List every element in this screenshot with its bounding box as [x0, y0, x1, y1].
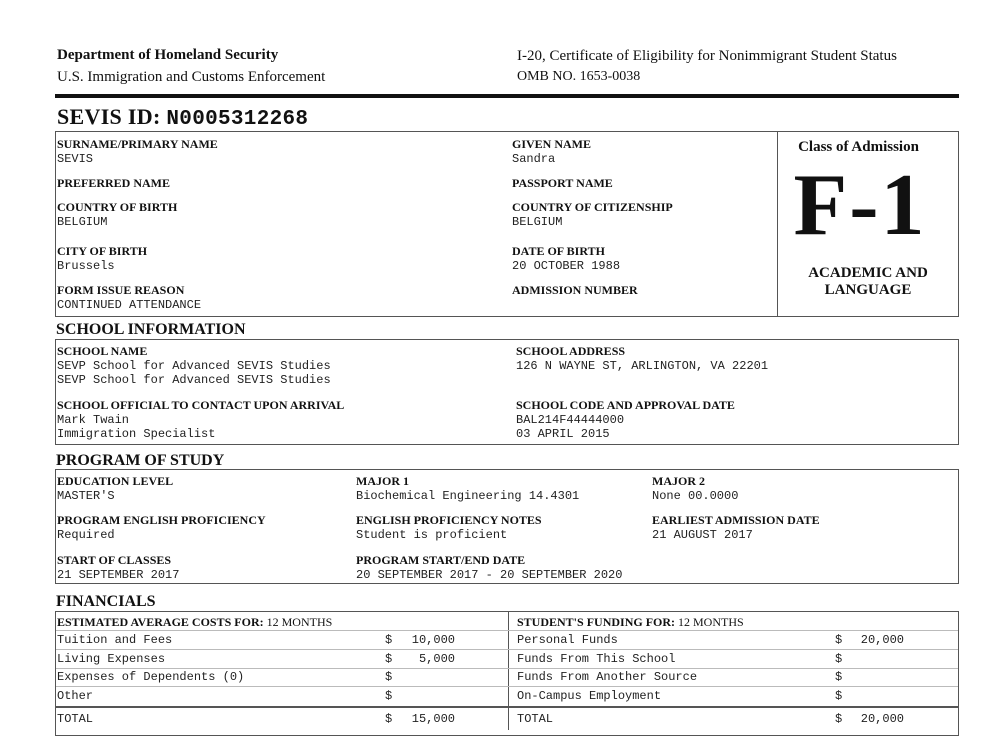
form-title: I-20, Certificate of Eligibility for Nonimmigrant Student Status: [517, 48, 897, 64]
funding-currency: $: [835, 670, 843, 684]
given-name-label: GIVEN NAME: [512, 137, 592, 151]
program-dates-label: PROGRAM START/END DATE: [356, 553, 526, 567]
sub-agency-name: U.S. Immigration and Customs Enforcement: [57, 69, 326, 85]
funding-heading-label: STUDENT'S FUNDING FOR:: [517, 615, 676, 629]
cost-label: Expenses of Dependents (0): [57, 670, 245, 684]
row-rule: [56, 686, 958, 687]
cost-amount: 5,000: [418, 652, 455, 666]
form-issue-reason-value: CONTINUED ATTENDANCE: [57, 298, 202, 312]
country-of-citizenship-label: COUNTRY OF CITIZENSHIP: [512, 200, 673, 214]
costs-heading-label: ESTIMATED AVERAGE COSTS FOR:: [57, 615, 264, 629]
cost-amount: 10,000: [411, 633, 455, 647]
row-rule: [56, 649, 958, 650]
surname-value: SEVIS: [57, 152, 94, 166]
school-approval-date: 03 APRIL 2015: [516, 427, 610, 441]
country-of-citizenship-value: BELGIUM: [512, 215, 563, 229]
school-information-heading: SCHOOL INFORMATION: [56, 321, 246, 338]
funding-currency: $: [835, 689, 843, 703]
cost-currency: $: [385, 689, 393, 703]
country-of-birth-value: BELGIUM: [57, 215, 108, 229]
funding-currency: $: [835, 633, 843, 647]
passport-name-label: PASSPORT NAME: [512, 176, 613, 190]
cost-currency: $: [385, 633, 393, 647]
row-rule: [56, 668, 958, 669]
date-of-birth-label: DATE OF BIRTH: [512, 244, 605, 258]
funding-amount: 20,000: [860, 633, 904, 647]
school-official-name: Mark Twain: [57, 413, 130, 427]
financials-heading: FINANCIALS: [56, 593, 156, 610]
class-of-admission-title: Class of Admission: [798, 139, 919, 155]
funding-label: Funds From This School: [517, 652, 676, 666]
school-code-label: SCHOOL CODE AND APPROVAL DATE: [516, 398, 735, 412]
english-proficiency-label: PROGRAM ENGLISH PROFICIENCY: [57, 513, 266, 527]
sevis-id-label: SEVIS ID:: [57, 104, 161, 129]
cost-label: Tuition and Fees: [57, 633, 173, 647]
english-notes-value: Student is proficient: [356, 528, 508, 542]
education-level-value: MASTER'S: [57, 489, 115, 503]
class-of-admission-line2: LANGUAGE: [824, 282, 912, 298]
earliest-admission-label: EARLIEST ADMISSION DATE: [652, 513, 820, 527]
date-of-birth-value: 20 OCTOBER 1988: [512, 259, 621, 273]
costs-heading: [57, 616, 332, 629]
funding-total-currency: $: [835, 712, 843, 726]
funding-heading: [517, 616, 744, 629]
english-proficiency-value: Required: [57, 528, 115, 542]
totals-rule: [56, 706, 958, 708]
major-2-value: None 00.0000: [652, 489, 739, 503]
major-1-value: Biochemical Engineering 14.4301: [356, 489, 580, 503]
education-level-label: EDUCATION LEVEL: [57, 474, 174, 488]
given-name-value: Sandra: [512, 152, 556, 166]
header-divider: [55, 94, 959, 98]
costs-total-currency: $: [385, 712, 393, 726]
start-of-classes-value: 21 SEPTEMBER 2017: [57, 568, 180, 582]
program-dates-value: 20 SEPTEMBER 2017 - 20 SEPTEMBER 2020: [356, 568, 623, 582]
city-of-birth-label: CITY OF BIRTH: [57, 244, 148, 258]
agency-name: Department of Homeland Security: [57, 47, 279, 63]
school-name-line1: SEVP School for Advanced SEVIS Studies: [57, 359, 331, 373]
surname-label: SURNAME/PRIMARY NAME: [57, 137, 218, 151]
preferred-name-label: PREFERRED NAME: [57, 176, 170, 190]
major-1-label: MAJOR 1: [356, 474, 409, 488]
admission-number-label: ADMISSION NUMBER: [512, 283, 638, 297]
school-address-label: SCHOOL ADDRESS: [516, 344, 626, 358]
school-official-title: Immigration Specialist: [57, 427, 216, 441]
funding-currency: $: [835, 652, 843, 666]
school-official-label: SCHOOL OFFICIAL TO CONTACT UPON ARRIVAL: [57, 398, 345, 412]
earliest-admission-value: 21 AUGUST 2017: [652, 528, 753, 542]
funding-label: On-Campus Employment: [517, 689, 662, 703]
omb-number: OMB NO. 1653-0038: [517, 69, 641, 84]
class-of-admission-code: F-1: [793, 157, 927, 254]
sevis-id-value: N0005312268: [166, 108, 309, 131]
class-of-admission-line1: ACADEMIC AND: [808, 265, 928, 281]
school-name-label: SCHOOL NAME: [57, 344, 148, 358]
cost-currency: $: [385, 670, 393, 684]
funding-label: Funds From Another Source: [517, 670, 698, 684]
start-of-classes-label: START OF CLASSES: [57, 553, 172, 567]
funding-total-amount: 20,000: [860, 712, 904, 726]
english-notes-label: ENGLISH PROFICIENCY NOTES: [356, 513, 542, 527]
funding-total-label: TOTAL: [517, 712, 554, 726]
class-of-admission-description: [778, 265, 958, 299]
school-name-line2: SEVP School for Advanced SEVIS Studies: [57, 373, 331, 387]
sevis-id: [57, 104, 308, 131]
financials-divider: [508, 611, 509, 730]
cost-label: Other: [57, 689, 94, 703]
country-of-birth-label: COUNTRY OF BIRTH: [57, 200, 178, 214]
major-2-label: MAJOR 2: [652, 474, 705, 488]
costs-total-amount: 15,000: [411, 712, 455, 726]
funding-label: Personal Funds: [517, 633, 618, 647]
school-address-value: 126 N WAYNE ST, ARLINGTON, VA 22201: [516, 359, 769, 373]
cost-currency: $: [385, 652, 393, 666]
funding-heading-period: 12 MONTHS: [678, 615, 744, 629]
program-of-study-heading: PROGRAM OF STUDY: [56, 452, 225, 469]
costs-total-label: TOTAL: [57, 712, 94, 726]
school-code-value: BAL214F44444000: [516, 413, 625, 427]
form-issue-reason-label: FORM ISSUE REASON: [57, 283, 185, 297]
financials-heading-rule: [56, 630, 958, 631]
city-of-birth-value: Brussels: [57, 259, 115, 273]
costs-heading-period: 12 MONTHS: [266, 615, 333, 629]
cost-label: Living Expenses: [57, 652, 166, 666]
